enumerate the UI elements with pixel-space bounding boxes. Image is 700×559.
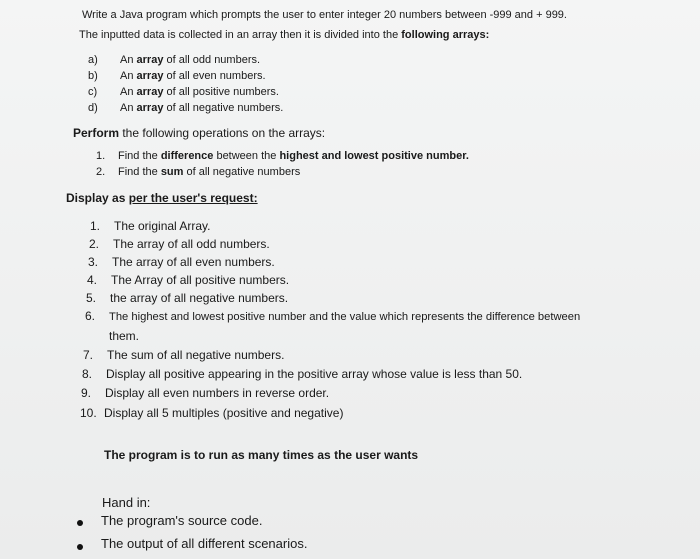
display-item-6 [85,310,580,323]
display-item-marker: 5. [86,291,97,305]
array-item-bold: array [136,102,164,114]
display-item-marker: 4. [87,273,98,287]
hand-in-title: Hand in: [102,495,151,510]
array-item-a [88,55,260,66]
intro-line-1: Write a Java program which prompts the user to enter integer 20 numbers between -999 and + 999. [82,9,567,21]
display-item-9 [81,387,329,399]
array-item-marker: a) [88,54,98,66]
display-heading [66,192,258,204]
display-item-3 [88,256,275,268]
operation-text: of all negative numbers [183,166,301,178]
display-item-marker: 7. [83,348,94,362]
display-item-text: The sum of all negative numbers. [107,348,285,362]
hand-in-item-1: The program's source code. [101,513,263,528]
display-item-marker: 2. [89,237,100,251]
display-item-text: them. [109,329,140,343]
display-item-7 [83,349,284,361]
bullet-icon [77,544,83,550]
array-item-marker: b) [88,70,98,82]
intro-line-2-text: The inputted data is collected in an array then it is divided into the [79,29,402,41]
display-heading-bold: Display [66,191,109,205]
array-item-bold: array [136,86,164,98]
display-item-text: The original Array. [114,219,211,233]
operation-bold: sum [160,166,184,178]
operation-text: Find the [118,166,161,178]
operation-text: Find the [118,150,161,162]
display-item-1 [90,220,211,232]
operation-marker: 1. [96,150,106,162]
display-item-text: The array of all even numbers. [112,255,275,269]
display-item-text: The highest and lowest positive number and the value which represents the difference between [109,311,581,323]
array-item-bold: array [136,70,164,82]
operation-bold: highest and lowest positive number. [279,150,469,162]
display-heading-mid: as [108,191,129,205]
array-item-pre: An [120,86,137,98]
display-item-marker: 1. [90,219,101,233]
array-item-marker: c) [88,86,98,98]
array-item-post: of all positive numbers. [163,86,279,98]
run-note: The program is to run as many times as the user wants [104,448,419,462]
display-item-marker: 3. [88,255,99,269]
perform-heading [73,127,325,139]
array-item-post: of all negative numbers. [163,102,284,114]
array-item-d [88,103,283,114]
display-item-marker: 9. [81,386,92,400]
operation-text: between the [213,150,280,162]
display-item-marker: 6. [85,309,96,323]
display-item-2 [89,238,270,250]
display-item-text: Display all 5 multiples (positive and negative) [104,406,344,420]
display-item-10 [80,407,343,419]
array-item-post: of all odd numbers. [163,54,261,66]
array-item-pre: An [120,102,137,114]
display-item-marker: 10. [80,406,97,420]
perform-heading-text: the following operations on the arrays: [119,126,326,140]
display-heading-underlined: per the user's request: [128,191,258,205]
array-item-b [88,71,266,82]
intro-line-2-bold: following arrays: [401,29,490,41]
display-item-text: The array of all odd numbers. [113,237,270,251]
operation-item-2 [96,167,300,178]
array-item-bold: array [136,54,164,66]
display-item-4 [87,274,289,286]
operation-marker: 2. [96,166,106,178]
intro-line-2 [79,30,489,41]
array-item-c [88,87,279,98]
operation-item-1 [96,151,469,162]
bullet-icon [77,520,83,526]
display-item-8 [82,368,522,380]
display-item-6-continued [85,330,139,342]
array-item-pre: An [120,54,137,66]
perform-heading-bold: Perform [73,126,120,140]
hand-in-item-2: The output of all different scenarios. [101,536,308,551]
array-item-post: of all even numbers. [163,70,266,82]
operation-bold: difference [160,150,214,162]
display-item-text: Display all positive appearing in the positive array whose value is less than 50. [106,367,523,381]
display-item-marker: 8. [82,367,93,381]
array-item-marker: d) [88,102,98,114]
display-item-5 [86,292,288,304]
display-item-text: The Array of all positive numbers. [111,273,290,287]
array-item-pre: An [120,70,137,82]
display-item-text: the array of all negative numbers. [110,291,289,305]
display-item-text: Display all even numbers in reverse order. [105,386,330,400]
